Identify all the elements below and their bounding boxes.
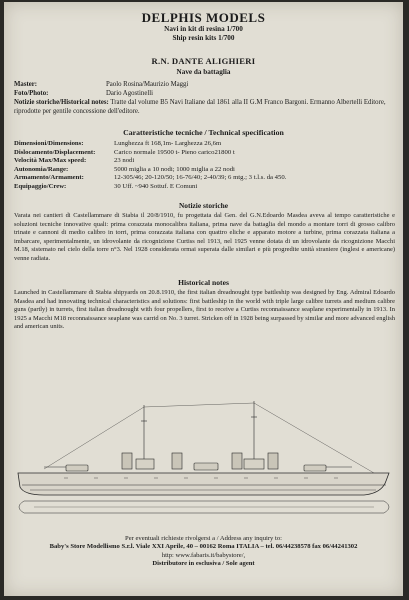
footer-contact: [4, 535, 403, 569]
credit-label: Master:: [14, 81, 38, 88]
historical-notes-text-it: Varata nei cantieri di Castellammare di Stabia il 20/8/1910, fu progettata dal Gen. del G.N.Edoardo Masdea aveva al tempo caratteristiche e soluzioni tecniche innovative quali: prima corazzata monocalibra italiana, prima nave da battaglia del mondo a montare torri di grosso calibro trinate e cannoni di medio calibro in torri, prima corazzata italiana con quattro eliche e apparato motore a turbine, prima corazzata italiana a imbarcare, sperimentalmente, un idrovolante da ricognizione Curtiss nel 1913, nel 1925 venne dotata di un idrovolante da ricognizione Macchi M.18, sistemato nel cielo della torre n°3. Nel 1928 considerata ormai superata dalle similari e più progredite unità straniere (inglesi e americane) venne radiata.: [14, 212, 395, 262]
subtitle-english: Ship resin kits 1/700: [172, 34, 235, 42]
spec-row: [14, 183, 399, 192]
ship-profile-drawing: [4, 397, 403, 527]
subtitle-italian: Navi in kit di resina 1/700: [164, 25, 243, 33]
spec-value: 12-305/46; 20-120/50; 16-76/40; 2-40/39; 6 mtg.; 3 t.l.s. da 450.: [114, 174, 287, 182]
credit-row-notes: [14, 98, 394, 116]
spec-value: Carico normale 19500 t- Pieno carico21800 t: [114, 148, 235, 156]
credit-value: Tratte dal volume B5 Navi Italiane dal 1861 alla II G.M Franco Bargoni. Ermanno Albertelli Editore, riprodotte per gentile concessione dell'editore.: [14, 99, 386, 115]
spec-row: [14, 174, 399, 183]
spec-row: [14, 166, 399, 175]
spec-row: [14, 149, 399, 158]
spec-label: Armamento/Armament:: [14, 174, 84, 182]
spec-value: Lunghezza ft 168,1m- Larghezza 26,6m: [114, 140, 222, 147]
spec-label: Velocità Max/Max speed:: [14, 157, 87, 165]
instruction-sheet: [4, 2, 403, 596]
footer-distributor: Distributore in esclusiva / Sole agent: [152, 560, 255, 568]
historical-notes-title-en: Historical notes: [178, 278, 229, 287]
credit-label: Foto/Photo:: [14, 90, 49, 97]
spec-value: 30 Uff. ~940 Sottuf. E Comuni: [114, 182, 198, 190]
tech-spec-table: [14, 140, 399, 192]
credits-block: [14, 80, 394, 116]
spec-row: [14, 140, 399, 149]
brand-title: DELPHIS MODELS: [141, 10, 266, 25]
ship-class: Nave da battaglia: [176, 68, 231, 76]
spec-label: Equipaggio/Crew:: [14, 182, 67, 190]
spec-label: Autonomia/Range:: [14, 165, 69, 173]
spec-value: 5000 miglia a 10 nodi; 1000 miglia a 22 nodi: [114, 165, 235, 173]
footer-address: Baby's Store Modellismo S.r.l. Viale XXI Aprile, 40 – 00162 Roma ITALIA – tel. 06/44238578 fax 06/44241302: [49, 543, 358, 551]
ship-name: R.N. DANTE ALIGHIERI: [151, 56, 256, 66]
historical-notes-text-en: Launched in Castellammare di Stabia shipyards on 20.8.1910, the first italian dreadnought type battleship was designed by Eng. Admiral Edoardo Masdea and had innovating technical characteristics and solutions: first battleship in the world with triple large calibre turrets and medium calibre guns (partly) in turrets, first italian dreadnought with four propellers, first to receive a Curtiss reconnaissance seaplane experimentally in 1913. In 1925 a Macchi M18 reconnaissance seaplane was carrid on No. 3 turret. Stricken off in 1928 being surpassed by similar and more advanced english and american units.: [14, 289, 395, 330]
footer-website-link[interactable]: http: www.fabaris.it/babystore/,: [161, 551, 246, 559]
spec-value: 23 nodi: [114, 157, 135, 165]
spec-label: Dimensioni/Dimensions:: [14, 140, 84, 147]
spec-row: [14, 157, 399, 166]
footer-inquiry: Per eventuali richieste rivolgersi a / Address any inquiry to:: [125, 535, 282, 542]
credit-value: Dario Agostinelli: [106, 90, 154, 97]
credit-row-master: [14, 80, 394, 89]
credit-label: Notizie storiche/Historical notes:: [14, 99, 109, 106]
credit-value: Paolo Rosina/Maurizio Maggi: [106, 81, 189, 88]
credit-row-photo: [14, 89, 394, 98]
spec-label: Dislocamento/Displacement:: [14, 148, 96, 156]
historical-notes-title-it: Notizie storiche: [178, 201, 229, 210]
tech-spec-title: Caratteristiche tecniche / Technical specification: [123, 128, 284, 137]
